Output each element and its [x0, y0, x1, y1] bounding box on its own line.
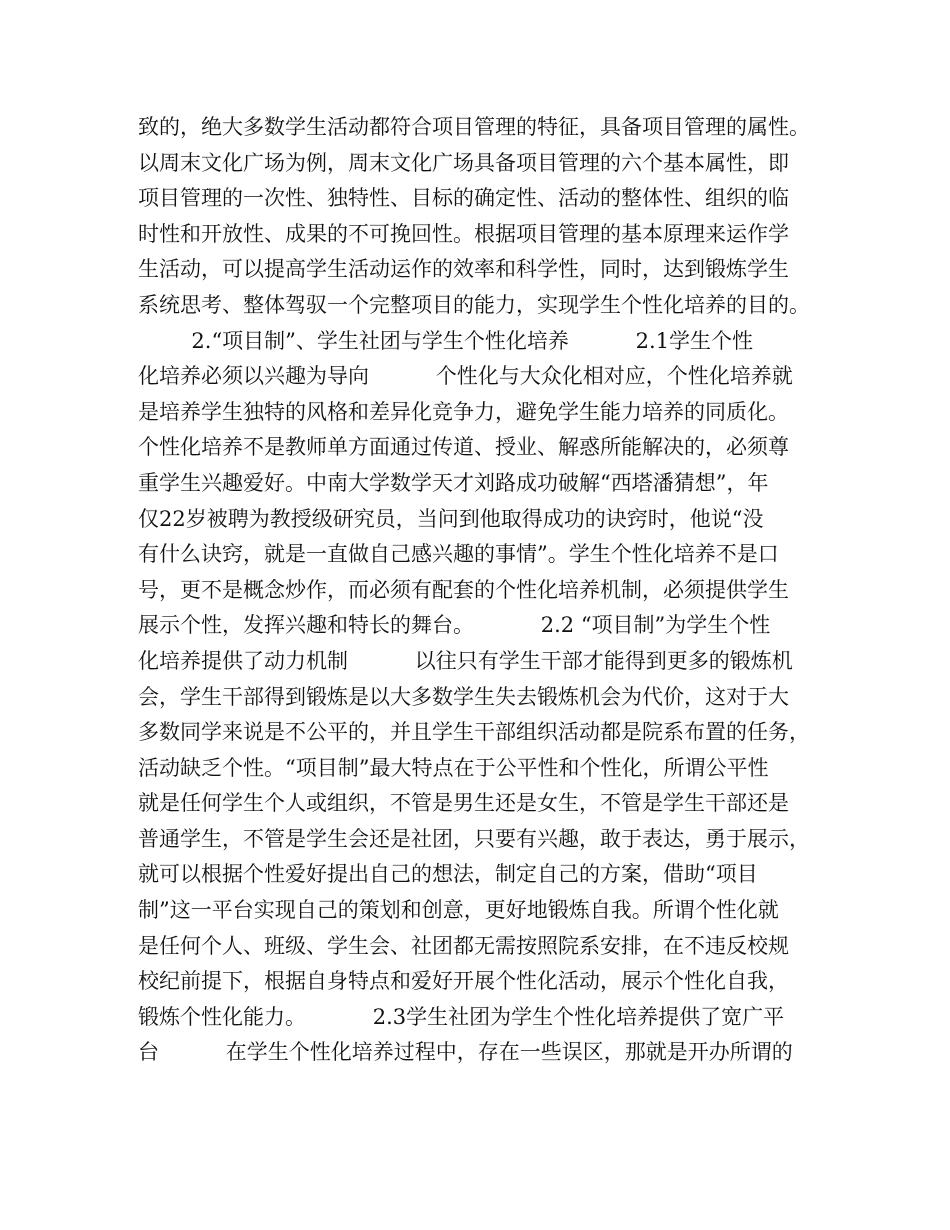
- body-text: [138, 110, 828, 1071]
- text-line: 制”这一平台实现自己的策划和创意，更好地锻炼自我。所谓个性化就: [138, 898, 779, 923]
- text-line: 就是任何学生个人或组织，不管是男生还是女生，不管是学生干部还是: [138, 791, 789, 816]
- text-line: 系统思考、整体驾驭一个完整项目的能力，实现学生个性化培养的目的。: [138, 292, 810, 317]
- text-line: 是培养学生独特的风格和差异化竞争力，避免学生能力培养的同质化。: [138, 399, 789, 424]
- text-line: 校纪前提下，根据自身特点和爱好开展个性化活动，展示个性化自我，: [138, 969, 789, 994]
- text-line: 重学生兴趣爱好。中南大学数学天才刘路成功破解“西塔潘猜想”，年: [138, 470, 769, 495]
- text-line: 项目管理的一次性、独特性、目标的确定性、活动的整体性、组织的临: [138, 186, 789, 211]
- text-line: 台 在学生个性化培养过程中，存在一些误区，那就是开办所谓的: [138, 1040, 793, 1065]
- text-line: 化培养提供了动力机制 以往只有学生干部才能得到更多的锻炼机: [138, 648, 793, 673]
- text-line: 号，更不是概念炒作，而必须有配套的个性化培养机制，必须提供学生: [138, 577, 789, 602]
- text-line: 有什么诀窍，就是一直做自己感兴趣的事情”。学生个性化培养不是口: [138, 542, 779, 567]
- text-line: 是任何个人、班级、学生会、社团都无需按照院系安排，在不违反校规: [138, 933, 789, 958]
- text-line: 个性化培养不是教师单方面通过传道、授业、解惑所能解决的，必须尊: [138, 435, 789, 460]
- text-line: 普通学生，不管是学生会还是社团，只要有兴趣，敢于表达，勇于展示，: [138, 826, 810, 851]
- text-line: 活动缺乏个性。“项目制”最大特点在于公平性和个性化，所谓公平性: [138, 755, 769, 780]
- text-line: 展示个性，发挥兴趣和特长的舞台。 2.2 “项目制”为学生个性: [138, 613, 771, 638]
- text-line: 时性和开放性、成果的不可挽回性。根据项目管理的基本原理来运作学: [138, 221, 789, 246]
- text-line: 多数同学来说是不公平的，并且学生干部组织活动都是院系布置的任务，: [138, 720, 810, 745]
- text-line: 仅22岁被聘为教授级研究员，当问到他取得成功的诀窍时，他说“没: [138, 506, 764, 531]
- text-line: 锻炼个性化能力。 2.3学生社团为学生个性化培养提供了宽广平: [138, 1004, 785, 1029]
- text-line: 生活动，可以提高学生活动运作的效率和科学性，同时，达到锻炼学生: [138, 257, 789, 282]
- text-line: 化培养必须以兴趣为导向 个性化与大众化相对应，个性化培养就: [138, 364, 793, 389]
- text-line: 就可以根据个性爱好提出自己的想法，制定自己的方案，借助“项目: [138, 862, 758, 887]
- text-line: 致的，绝大多数学生活动都符合项目管理的特征，具备项目管理的属性。: [138, 115, 810, 139]
- section-heading-line: 2.“项目制”、学生社团与学生个性化培养 2.1学生个性: [138, 328, 754, 353]
- text-line: 以周末文化广场为例，周末文化广场具备项目管理的六个基本属性，即: [138, 150, 789, 175]
- text-line: 会，学生干部得到锻炼是以大多数学生失去锻炼机会为代价，这对于大: [138, 684, 789, 709]
